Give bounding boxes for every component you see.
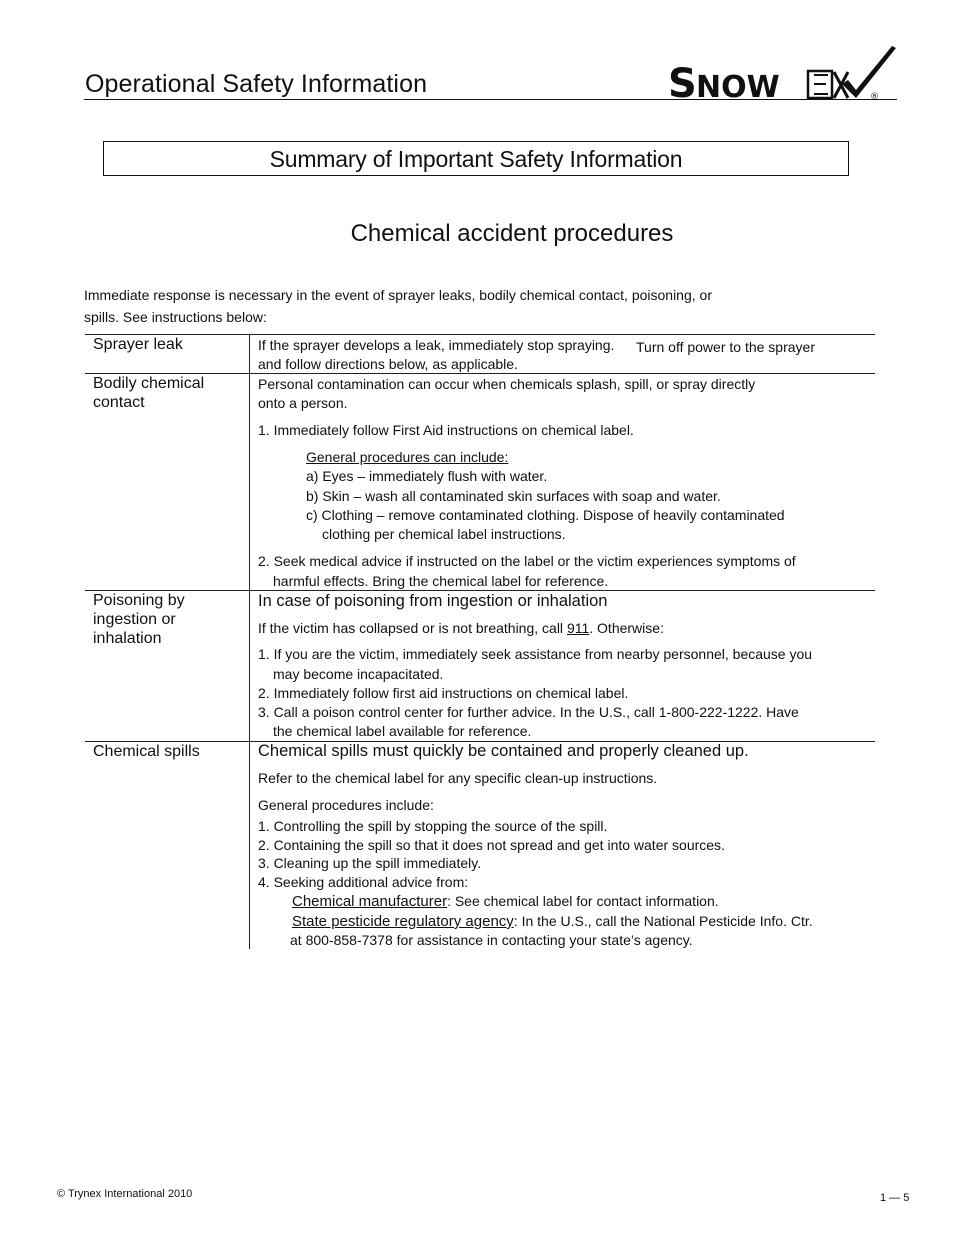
row-label-poisoning-2: ingestion or — [93, 611, 176, 628]
spills-state-text: : In the U.S., call the National Pesticide Info. Ctr. — [513, 913, 813, 929]
spills-general: General procedures include: — [258, 797, 434, 813]
table-rule-top — [85, 334, 875, 335]
footer-copyright: © Trynex International 2010 — [57, 1188, 193, 1200]
sprayer-leak-line1a: If the sprayer develops a leak, immediately stop spraying. — [258, 337, 615, 353]
bodily-a: a) Eyes – immediately flush with water. — [306, 468, 548, 484]
row-label-poisoning-3: inhalation — [93, 630, 162, 647]
poisoning-s3a: 3. Call a poison control center for further advice. In the U.S., call 1-800-222-1222. Have — [258, 704, 799, 720]
bodily-p1a: Personal contamination can occur when chemicals splash, spill, or spray directly — [258, 376, 756, 392]
sprayer-leak-line1b: Turn off power to the sprayer — [636, 339, 815, 355]
poisoning-s2: 2. Immediately follow first aid instructions on chemical label. — [258, 685, 629, 701]
bodily-b: b) Skin – wash all contaminated skin surfaces with soap and water. — [306, 488, 721, 504]
bodily-step2b: harmful effects. Bring the chemical label for reference. — [273, 573, 609, 589]
row-label-poisoning-1: Poisoning by — [93, 592, 185, 609]
intro-line-1: Immediate response is necessary in the event of sprayer leaks, bodily chemical contact, poisoning, or — [84, 287, 712, 303]
spills-s2: 2. Containing the spill so that it does not spread and get into water sources. — [258, 837, 725, 853]
spills-s4: 4. Seeking additional advice from: — [258, 874, 469, 890]
bodily-c2: clothing per chemical label instructions. — [322, 526, 566, 542]
summary-banner-title: Summary of Important Safety Information — [269, 146, 683, 172]
snowex-logo — [666, 44, 900, 102]
spills-state-text-2: at 800-858-7378 for assistance in contacting your state’s agency. — [290, 932, 693, 948]
bodily-general-heading: General procedures can include: — [306, 449, 509, 465]
spills-heading: Chemical spills must quickly be contained and properly cleaned up. — [258, 742, 749, 760]
row-label-spills: Chemical spills — [93, 743, 200, 760]
row-label-bodily-2: contact — [93, 394, 145, 411]
row-label-bodily-1: Bodily chemical — [93, 375, 205, 392]
spills-manufacturer-label: Chemical manufacturer — [292, 893, 448, 910]
table-column-divider — [249, 335, 250, 949]
poisoning-collapsed-pre: If the victim has collapsed or is not breathing, call — [258, 620, 564, 636]
summary-banner — [103, 141, 849, 176]
footer-page-number: 1 — 5 — [880, 1192, 910, 1204]
logo-letters-now: NOW — [696, 70, 780, 102]
intro-line-2: spills. See instructions below: — [84, 309, 267, 325]
logo-letter-s: S — [668, 61, 697, 102]
bodily-step1: 1. Immediately follow First Aid instructions on chemical label. — [258, 422, 634, 438]
spills-state-label: State pesticide regulatory agency — [292, 913, 514, 930]
spills-manufacturer-text: : See chemical label for contact information. — [447, 893, 719, 909]
spills-s1: 1. Controlling the spill by stopping the source of the spill. — [258, 818, 608, 834]
poisoning-s1a: 1. If you are the victim, immediately seek assistance from nearby personnel, because you — [258, 646, 813, 662]
section-heading: Chemical accident procedures — [350, 220, 674, 247]
sprayer-leak-line2: and follow directions below, as applicable. — [258, 356, 518, 372]
poisoning-heading: In case of poisoning from ingestion or inhalation — [258, 592, 608, 610]
poisoning-collapsed-line — [258, 619, 664, 638]
bodily-step2a: 2. Seek medical advice if instructed on the label or the victim experiences symptoms of — [258, 553, 796, 569]
spills-state-line — [292, 912, 813, 931]
spills-manufacturer-line — [292, 892, 719, 911]
checkmark-icon — [842, 46, 896, 98]
bodily-c1: c) Clothing – remove contaminated clothing. Dispose of heavily contaminated — [306, 507, 785, 523]
registered-mark: ® — [870, 92, 879, 102]
spills-refer: Refer to the chemical label for any specific clean-up instructions. — [258, 770, 658, 786]
document-header-title: Operational Safety Information — [85, 70, 428, 98]
spills-s3: 3. Cleaning up the spill immediately. — [258, 855, 482, 871]
poisoning-collapsed-post: . Otherwise: — [589, 620, 664, 636]
poisoning-s1b: may become incapacitated. — [273, 666, 444, 682]
bodily-p1b: onto a person. — [258, 395, 348, 411]
poisoning-s3b: the chemical label available for reference. — [273, 723, 532, 739]
poisoning-911: 911 — [566, 620, 590, 636]
snowex-logo-graphic — [666, 44, 900, 102]
row-label-sprayer-leak: Sprayer leak — [93, 336, 183, 353]
